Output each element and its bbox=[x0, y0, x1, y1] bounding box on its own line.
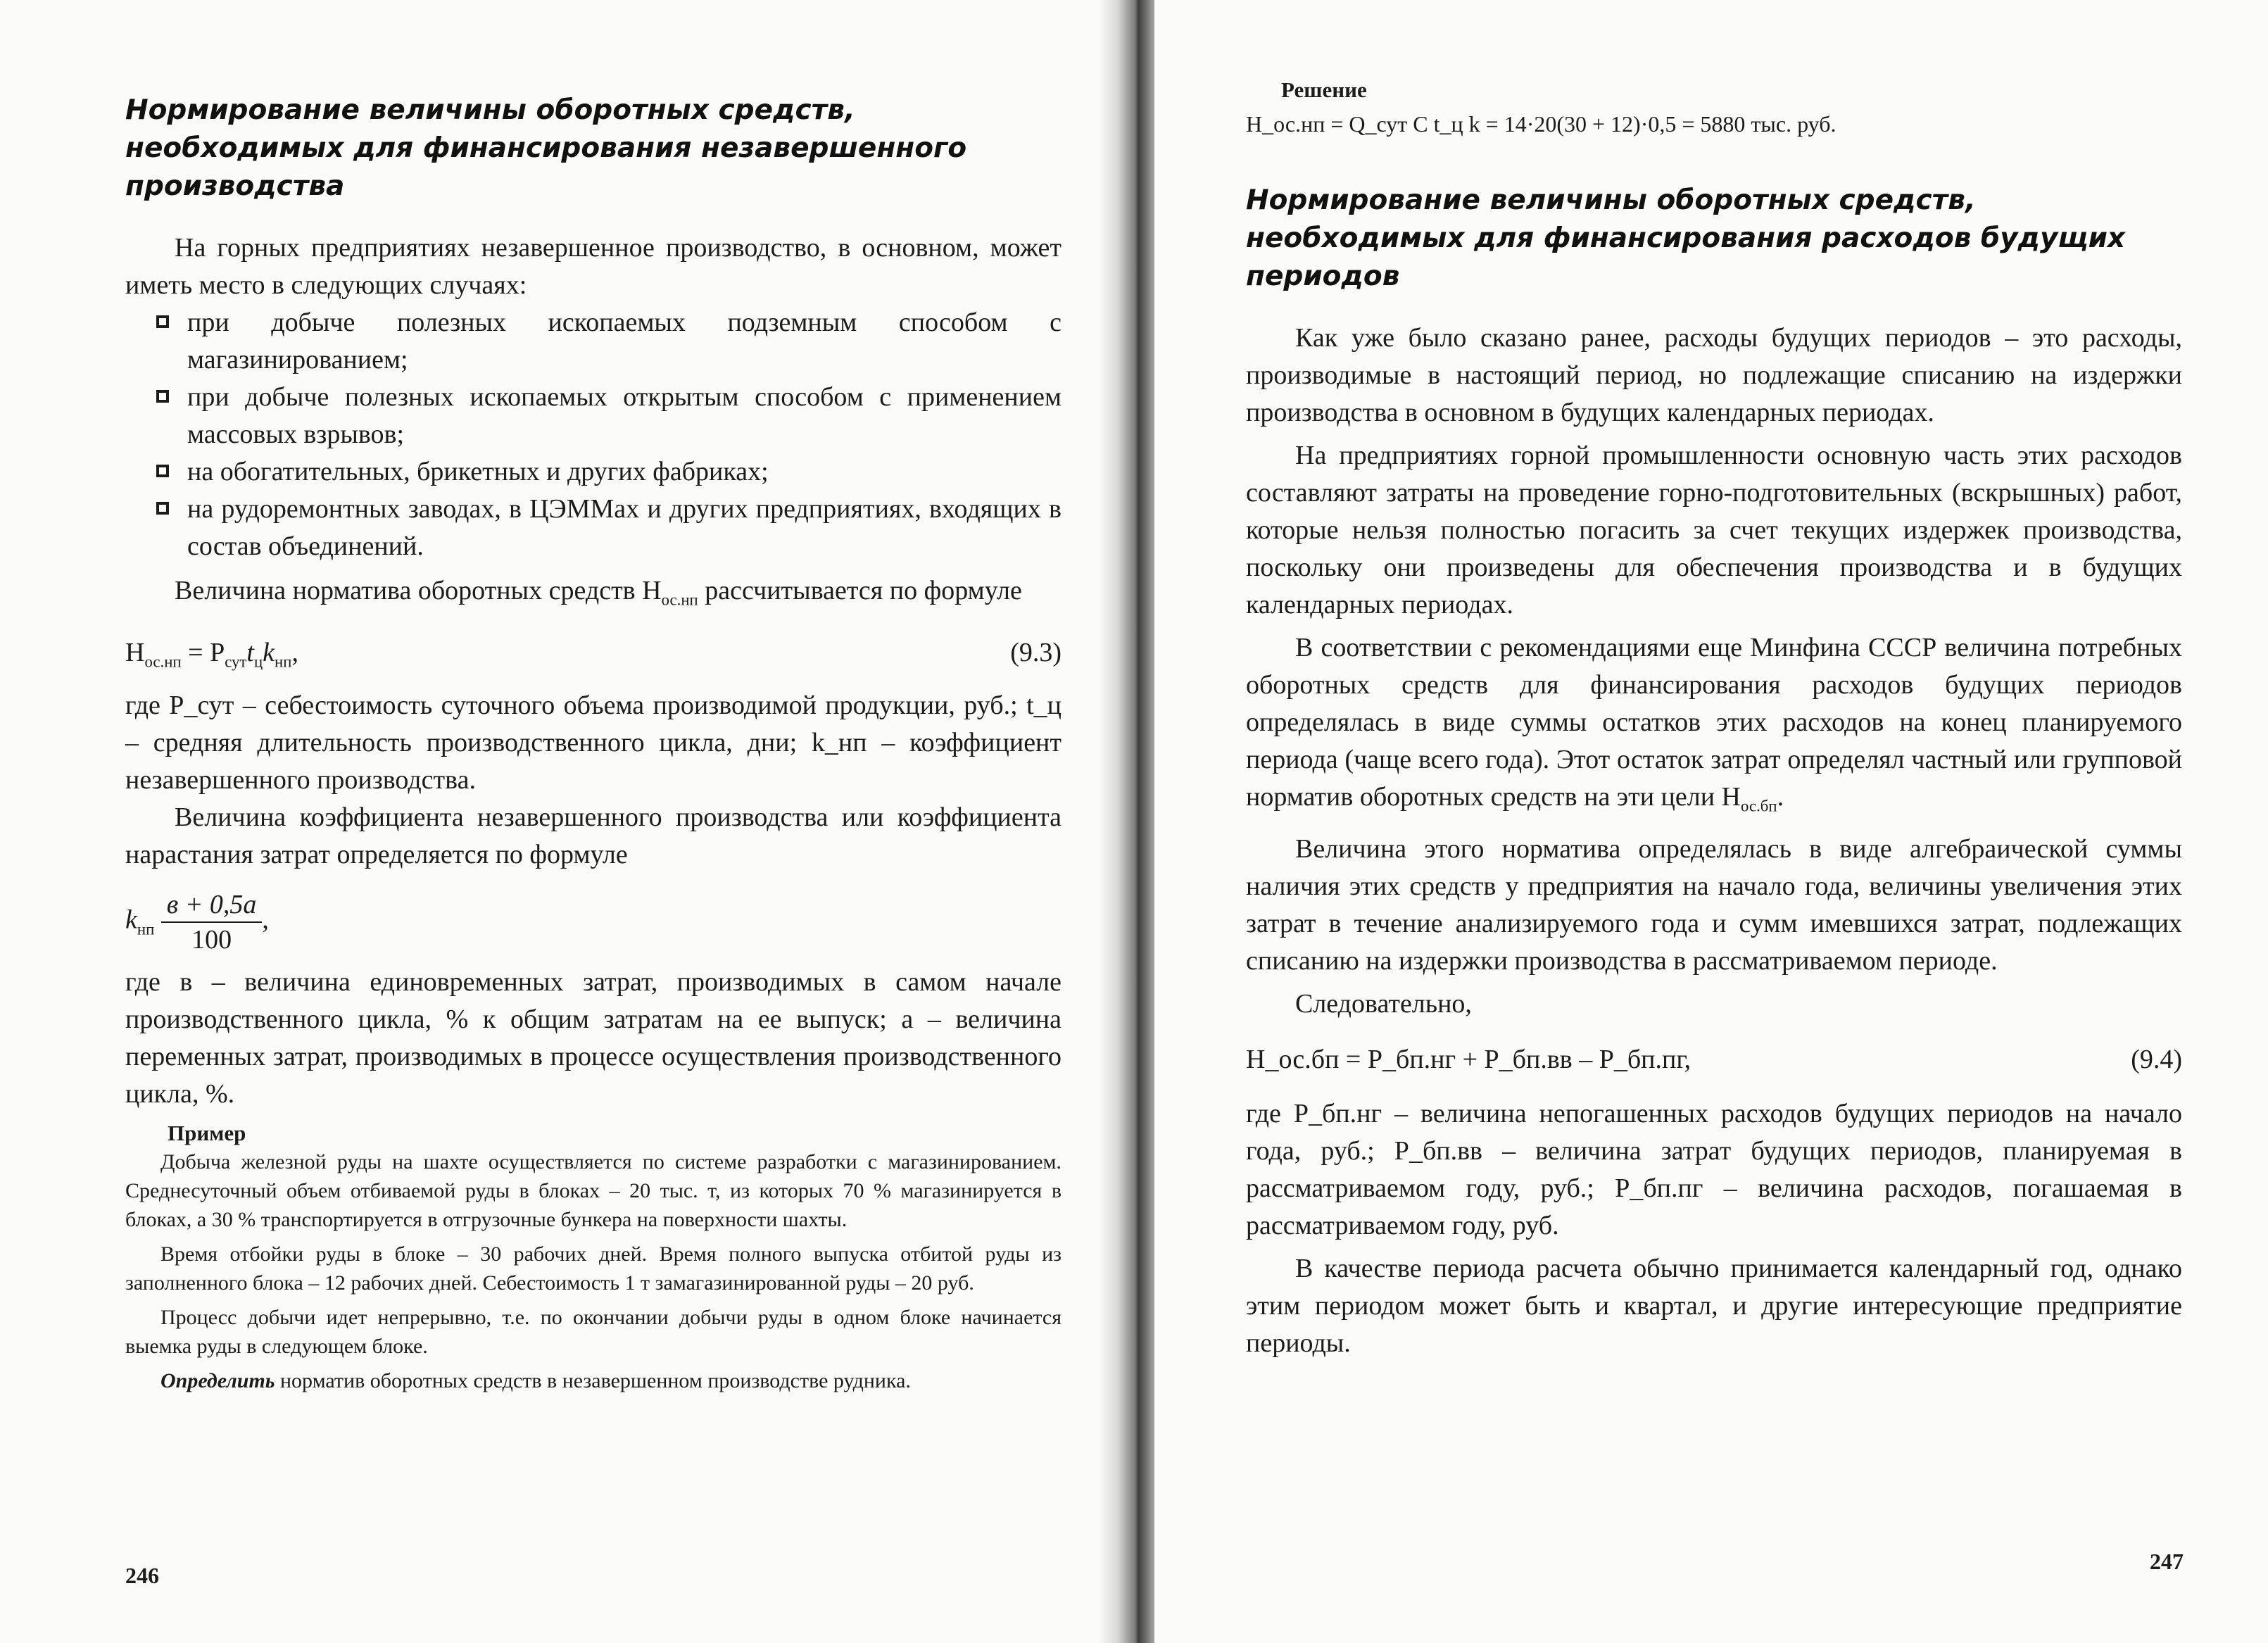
paragraph: В качестве периода расчета обычно принимается календарный год, однако этим периодом может быть и квартал, и другие интересующие предприятие периоды. bbox=[1246, 1253, 2182, 1358]
paragraph: В соответствии с рекомендациями еще Минфина СССР величина потребных оборотных средств для финансирования расходов будущих периодов определялась в виде суммы остатков этих расходов на конец планируемого периода (чаще всего года). Этот остаток затрат определял частный или групповой норматив оборотных средств на эти цели $Н_{ос.бп}$. bbox=[1246, 633, 2182, 815]
list-item: при добыче полезных ископаемых открытым способом с применением массовых взрывов; bbox=[125, 379, 1061, 453]
square-bullet-icon bbox=[156, 390, 169, 403]
equation-number: (9.3) bbox=[1010, 637, 1061, 667]
fraction: $\frac{в + 0,5а}{100}$ bbox=[161, 888, 263, 957]
page-number: 246 bbox=[125, 1563, 159, 1588]
paragraph: где Р_сут – себестоимость суточного объема производимой продукции, руб.; t_ц – средняя длительность производственного цикла, дни; k_нп – коэффициент незавершенного производства. bbox=[125, 691, 1061, 795]
list-item: на рудоремонтных заводах, в ЦЭММах и других предприятиях, входящих в состав объединений. bbox=[125, 491, 1061, 565]
paragraph: Величина норматива оборотных средств $Н_{ос.нп}$ рассчитывается по формуле bbox=[175, 576, 1022, 609]
bullet-list bbox=[125, 304, 1061, 565]
paragraph: где в – величина единовременных затрат, производимых в самом начале производственного цикла, % к общим затратам на ее выпуск; а – величина переменных затрат, производимых в процессе осуществления производственного цикла, %. bbox=[125, 967, 1061, 1109]
left-page bbox=[0, 0, 1112, 1643]
right-page-content bbox=[1246, 77, 2182, 1362]
example-paragraph: Процесс добычи идет непрерывно, т.е. по окончании добычи руды в одном блоке начинается выемка руды в следующем блоке. bbox=[125, 1306, 1061, 1359]
paragraph: На горных предприятиях незавершенное производство, в основном, может иметь место в следующих случаях: bbox=[125, 233, 1061, 300]
list-item: на обогатительных, брикетных и других фабриках; bbox=[125, 453, 1061, 491]
formula-9-4: Н_ос.бп = Р_бп.нг + Р_бп.вв – Р_бп.пг, (9.4) bbox=[1246, 1041, 2182, 1078]
list-item: при добыче полезных ископаемых подземным способом с магазинированием; bbox=[125, 304, 1061, 379]
paragraph: На предприятиях горной промышленности основную часть этих расходов составляют затраты на проведение горно-подготовительных (вскрышных) работ, которые нельзя полностью погасить за счет текущих издержек производства, поскольку они произведены для обеспечения производства и в будущих календарных периодах. bbox=[1246, 441, 2182, 619]
example-paragraph: Определить норматив оборотных средств в незавершенном производстве рудника. bbox=[160, 1369, 911, 1393]
section-heading: Нормирование величины оборотных средств, необходимых для финансирования незавершенного производства bbox=[125, 94, 967, 202]
equation-number: (9.4) bbox=[2131, 1044, 2182, 1074]
page-number: 247 bbox=[2150, 1549, 2184, 1574]
square-bullet-icon bbox=[156, 502, 169, 515]
paragraph: Как уже было сказано ранее, расходы будущих периодов – это расходы, производимые в настоящий период, но подлежащие списанию на издержки производства в основном в будущих календарных периодах. bbox=[1246, 323, 2182, 427]
section-heading: Нормирование величины оборотных средств, необходимых для финансирования расходов будущих периодов bbox=[1246, 184, 2126, 292]
left-page-content bbox=[125, 92, 1061, 1395]
example-heading: Пример bbox=[168, 1121, 246, 1146]
paragraph: Величина коэффициента незавершенного производства или коэффициента нарастания затрат определяется по формуле bbox=[125, 802, 1061, 870]
solution-formula: Н_ос.нп = Q_сут C t_ц k = 14·20(30 + 12)·0,5 = 5880 тыс. руб. bbox=[1246, 111, 1837, 137]
solution-heading: Решение bbox=[1281, 77, 1367, 102]
square-bullet-icon bbox=[156, 465, 169, 477]
paragraph: Следовательно, bbox=[1295, 988, 1472, 1019]
square-bullet-icon bbox=[156, 315, 169, 328]
paragraph: Величина этого норматива определялась в виде алгебраической суммы наличия этих средств у предприятия на начало года, величины увеличения этих затрат в течение анализируемого года и сумм имевшихся затрат, подлежащих списанию на издержки производства в рассматриваемом периоде. bbox=[1246, 833, 2182, 976]
right-page bbox=[1154, 0, 2268, 1643]
example-paragraph: Добыча железной руды на шахте осуществляется по системе разработки с магазинированием. Среднесуточный объем отбиваемой руды в блоках – 20 тыс. т, из которых 70 % магазинируется в блоках, а 30 % транспортируется в отгрузочные бункера на поверхности шахты. bbox=[125, 1150, 1061, 1232]
paragraph: где Р_бп.нг – величина непогашенных расходов будущих периодов на начало года, руб.; Р_бп.вв – величина затрат будущих периодов, планируемая в рассматриваемом году, руб.; Р_бп.пг – величина расходов, погашаемая в рассматриваемом году, руб. bbox=[1246, 1098, 2182, 1240]
example-paragraph: Время отбойки руды в блоке – 30 рабочих дней. Время полного выпуска отбитой руды из заполненного блока – 12 рабочих дней. Себестоимость 1 т замагазинированной руды – 20 руб. bbox=[125, 1242, 1061, 1295]
formula-knp: $k_{нп}$ $\frac{в + 0,5а}{100}$ , bbox=[125, 888, 1061, 957]
formula-9-3: $Н_{ос.нп} = Р_{сут}t_цk_{нп}$, (9.3) bbox=[125, 634, 1061, 681]
